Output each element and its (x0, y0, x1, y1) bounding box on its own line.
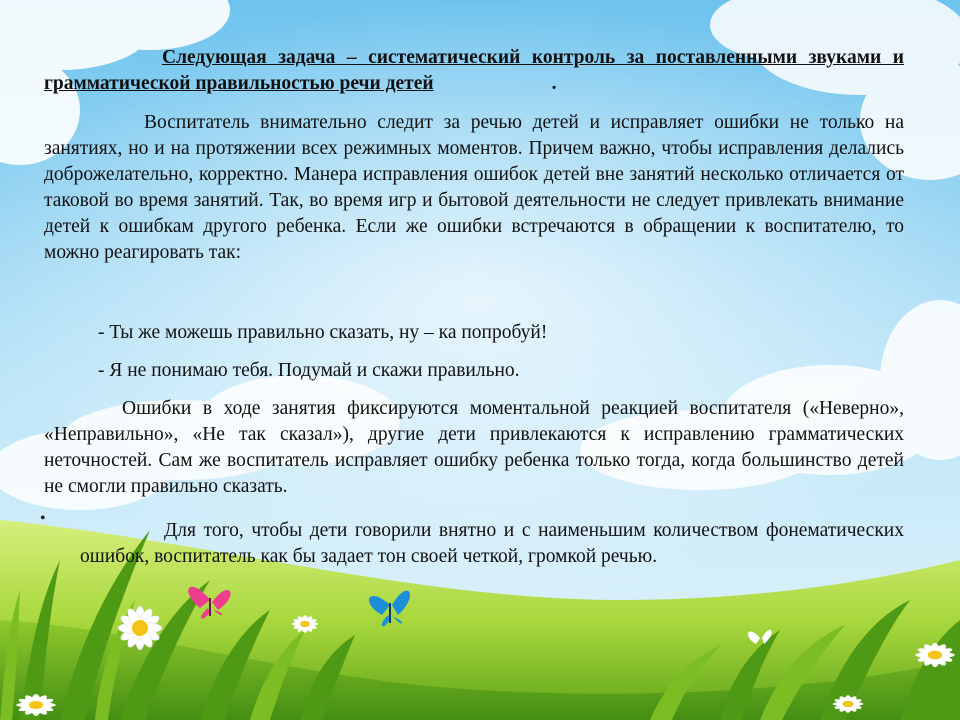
paragraph-correction-manner: Воспитатель внимательно следит за речью детей и исправляет ошибки не только на занятиях, но и на протяжении всех режимных моментов. Причем важно, чтобы исправления делались доброжелательно, корректно. Манера исправления ошибок детей вне занятий несколько отличается от таковой во время занятий. Так, во время игр и бытовой деятельности не следует привлекать внимание детей к ошибкам другого ребенка. Если же ошибки встречаются в обращении к воспитателю, то можно реагировать так: (44, 112, 904, 263)
paragraph-lesson-errors: Ошибки в ходе занятия фиксируются моментальной реакцией воспитателя («Неверно», «Неправильно», «Не так сказал»), другие дети привлекаются к исправлению грамматических неточностей. Сам же воспитатель исправляет ошибку ребенка только тогда, когда большинство детей не смогли правильно сказать. (44, 398, 904, 497)
dialog-line-2: - Я не понимаю тебя. Подумай и скажи правильно. (98, 360, 520, 381)
dialog-line-1: - Ты же можешь правильно сказать, ну – ка попробуй! (98, 322, 548, 343)
document-heading (44, 45, 904, 97)
heading-text: Следующая задача – систематический контроль за поставленными звуками и грамматической правильностью речи детей (44, 47, 904, 94)
bullet-marker: • (40, 510, 46, 527)
heading-period: . (551, 73, 557, 94)
paragraph-teacher-speech: Для того, чтобы дети говорили внятно и с наименьшим количеством фонематических ошибок, воспитатель как бы задает тон своей четкой, громкой речью. (80, 520, 904, 567)
